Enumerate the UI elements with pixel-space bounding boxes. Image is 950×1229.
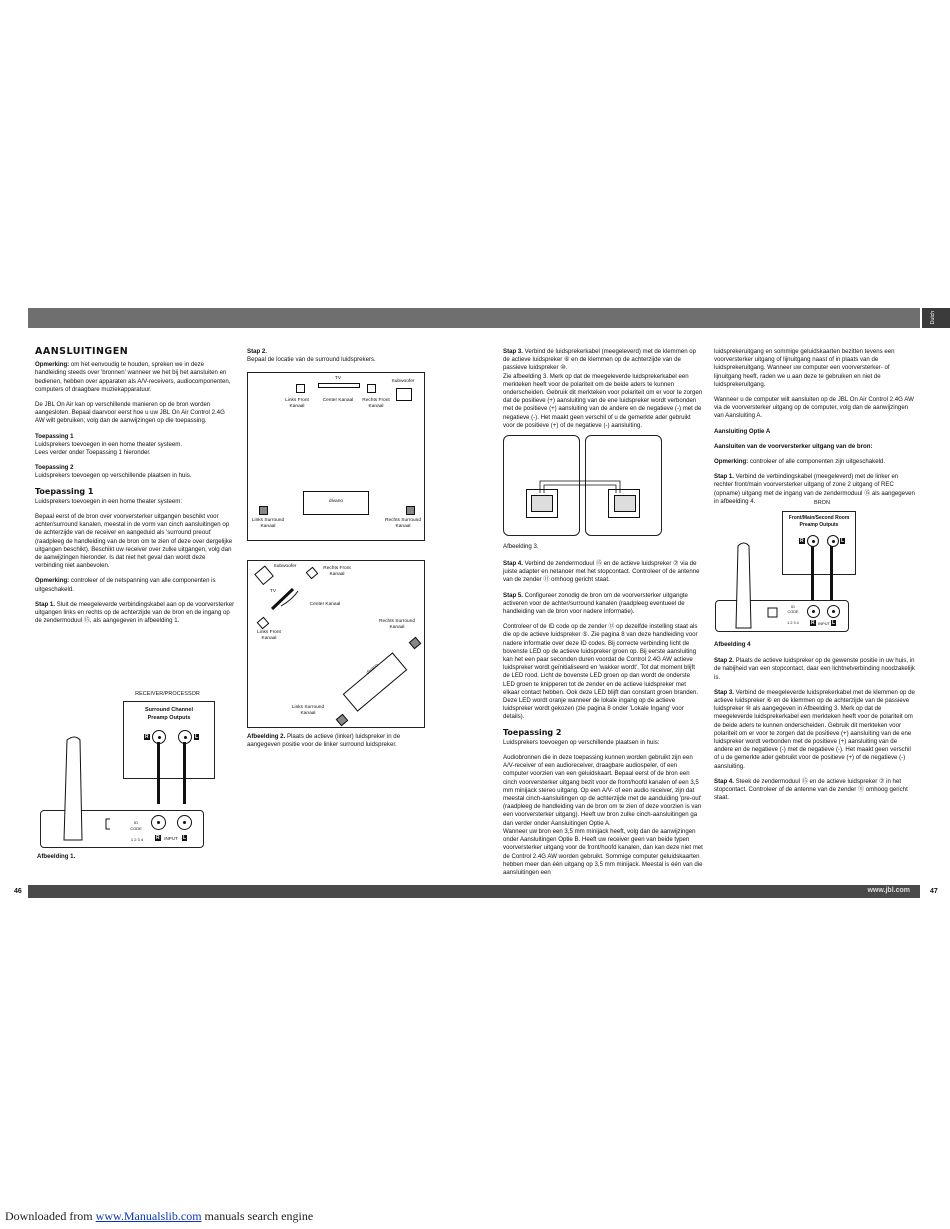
diagA-right-front-speaker (367, 384, 376, 393)
diagB-left-front-shape (257, 617, 268, 628)
fig1-input-label: INPUT (164, 836, 178, 841)
diagB-subwoofer-label: Subwoofer (273, 564, 297, 569)
download-footer (5, 1209, 313, 1224)
language-tab (922, 308, 950, 328)
diagA-left-surround-speaker (259, 506, 268, 515)
step-3-option-a: Stap 3. Verbind de meegeleverde luidsprekerkabel met de klemmen op de actieve luidspreker ⑥ en de klemmen op de achterzijde van de passieve luidspreker ⑩ als aangegeven in Afbeelding 3. Merk op dat de meegeleverde luidsprekerkabel een merkteken heeft voor de polariteit om de beide aders te kunnen onderscheiden. Gebruik dit merkteken voor polariteit om er voor te zorgen dat de positieve (+) aansluiting van de ene luidspreker wordt verbonden met de positieve (+) aansluiting van de andere en de negatieve (-) met de negatieve (-). Het maakt geen verschil of u de gemerkte ader gebruikt voor de positieve (+) of de negatieve (-) aansluiting. (714, 688, 915, 770)
fig3-speaker-wires (530, 475, 630, 505)
diagB-sofa-shape (343, 653, 406, 711)
fig4-caption: Afbeelding 4 (714, 641, 751, 648)
step-4-option-a: Stap 4. Steek de zendermoduul ⑮ en de actieve luidspreker ⑦ in het stopcontact. Controleer of de antenne van de zender ⑪ omhoog gericht staat. (714, 777, 908, 802)
fig4-l-tag: L (841, 538, 845, 544)
section-title: AANSLUITINGEN (35, 346, 129, 357)
fig2-caption: Afbeelding 2. Plaats de actieve (linker) luidspreker in de aangegeven positie voor de linker surround luidspreker. (247, 733, 401, 749)
step-1-paragraph: Stap 1. Sluit de meegeleverde verbindingskabel aan op de voorversterker uitgangen links en rechts op de achterzijde van de bron en de ingang op de zendermoduul ⑮, als aangegeven in afbeelding 1. (35, 600, 235, 625)
application-2-summary: Toepassing 2 Luidsprekers toevoegen op verschillende plaatsen in huis. (35, 464, 192, 480)
application-1-heading: Toepassing 1 (35, 486, 94, 496)
application-1-intro: Luidsprekers toevoegen in een home theater systeem: (35, 497, 183, 505)
application-1-summary: Toepassing 1 Luidsprekers toevoegen in een home theater systeem. Lees verder onder Toepassing 1 hieronder. (35, 432, 183, 457)
fig1-input-jack-l (177, 815, 192, 830)
minijack-paragraph: Wanneer uw bron een 3,5 mm minijack heeft, volg dan de aanwijzingen onder Aansluitingen Optie B. Heeft uw receiver geen van beide typen voorversterker uitgang voor de front/hoofd kanalen, dan kan deze niet met de Control 2.4G AW worden gebruikt. Sommige computer geluidskaarten hebben meer dan één uitgang op 3,5 mm minijack. Meestal is één van die aansluitingen een (503, 827, 703, 876)
diagB-center-label: Center Kanaal (309, 602, 341, 607)
diagA-tv-shape (318, 383, 360, 388)
step-2-paragraph: Stap 2. Bepaal de locatie van de surround luidsprekers. (247, 348, 376, 364)
line-out-paragraph: luidsprekeruitgang en sommige geluidskaarten bezitten tevens een voorversterker uitgang of lijnuitgang naast of in plaats van de luidsprekeruitgang. Wanneer uw computer een voorversterker- of lijnuitgang heeft, raden we u aan deze te gebruiken en niet de luidsprekeruitgang. (714, 348, 895, 388)
fig1-cable-r (157, 742, 160, 804)
fig4-jack-l (827, 535, 839, 547)
fig1-r-tag: R (145, 734, 149, 740)
fig4-r-tag: R (800, 538, 804, 544)
fig1-input-l: L (183, 835, 187, 841)
diagB-right-front-shape (306, 567, 317, 578)
diagB-right-front-label: Rechts Front Kanaal (323, 566, 351, 577)
step-1-option-a: Stap 1. Verbind de verbindingskabel (meegeleverd) met de linker en rechter front/main voorversterker uitgang of zone 2 uitgang of REC (opname) uitgang met de ingang van de zendermoduul ⑮ als aangegeven in afbeelding 4. (714, 473, 915, 505)
download-suffix: manuals search engine (201, 1209, 314, 1223)
intro-paragraph: De JBL On Air kan op verschillende manieren op de bron worden aangesloten. Bepaal daarvoor eerst hoe u uw JBL On Air Control 2.4G AW wilt gebruiken; volg dan de aanwijzingen op die toepassing. (35, 401, 225, 425)
language-tab-label: Dutch (930, 311, 936, 325)
diagB-tv-label: TV (269, 589, 277, 594)
fig4-power-port (768, 608, 777, 617)
header-bar (28, 308, 920, 328)
fig1-antenna (64, 737, 82, 840)
fig1-digits: 1 2 3 4 (130, 837, 144, 842)
column-1 (35, 348, 235, 632)
fig4-panel-title: Front/Main/Second Room Preamp Outputs (788, 515, 850, 528)
computer-paragraph: Wanneer u de computer wilt aansluiten op de JBL On Air Control 2.4G AW via de voorversterker uitgang op de computer, volg dan de aanwijzingen van Aansluiting A. (714, 396, 914, 420)
diagA-center-label: Center Kanaal (322, 398, 354, 403)
footer-url: www.jbl.com (867, 887, 910, 894)
fig4-input-jack-l (827, 605, 840, 618)
column-4-bottom (714, 641, 916, 809)
diagB-right-surround-label: Rechts Surround Kanaal (379, 619, 415, 630)
diagB-right-surround-shape (409, 637, 420, 648)
fig1-cable-l (183, 742, 186, 804)
page-number-right: 47 (930, 888, 938, 895)
note-power-paragraph: Opmerking: controleer of de netspanning van alle componenten is uitgeschakeld. (35, 577, 216, 593)
option-a-heading: Aansluiting Optie A (714, 427, 771, 435)
fig4-cable-r (811, 546, 814, 601)
diagA-left-surround-label: Links Surround Kanaal (251, 518, 285, 529)
diagB-sofa-label: divano (365, 663, 380, 677)
step-5-paragraph: Stap 5. Configureer zonodig de bron om de voorversterker uitgangte activeren voor de achter/surround kanalen (raadpleeg eventueel de handleiding van de bron voor nadere informatie). (503, 591, 688, 616)
step-3-paragraph: Stap 3. Verbind de luidsprekerkabel (meegeleverd) met de klemmen op de actieve luidspreker ⑥ en de klemmen op de achterzijde van de passieve luidspreker ⑩. Zie afbeelding 3. Merk op dat de meegeleverde luidsprekerkabel een merkteken heeft voor de polariteit om de beide aders te kunnen onderscheiden. Gebruik dit merkteken voor polariteit om er voor te zorgen dat de positieve (+) aansluiting van de ene luidspreker wordt verbonden met de positieve (+) aansluiting van de andere en de negatieve (-) met de negatieve (-). Het maakt geen verschil of u de gemerkte ader gebruikt voor de positieve (+) of de negatieve (-) aansluiting. (503, 348, 703, 429)
diagB-left-front-label: Links Front Kanaal (257, 630, 281, 641)
diagA-subwoofer-speaker (396, 388, 412, 401)
fig4-digits: 1 2 3 4 (787, 621, 799, 625)
fig4-id-code: ID CODE (787, 605, 799, 614)
manualslib-link[interactable]: www.Manualslib.com (95, 1209, 202, 1223)
diagB-drawing (248, 561, 424, 727)
footer-bar (28, 885, 920, 898)
fig4-input-r: R (811, 620, 815, 626)
room-diagram-b (247, 560, 425, 728)
fig1-input-r: R (156, 835, 160, 841)
fig1-caption: Afbeelding 1. (37, 853, 76, 860)
id-code-paragraph: Controleer of de ID code op de zender ⑬ op dezelfde instelling staat als die op de actieve luidspreker ⑤. Zie pagina 8 van deze handleiding voor nadere informatie over deze ID codes. Bij correcte verbinding licht de bovenste LED op de actieve luidspreker groen op. Bij eerste aansluiting kan het een paar seconden duren voordat de Control 2.4G AW actieve luidspreker wordt geïnitialiseerd en 'wakker wordt'. Tot dat moment blijft de LED rood. Licht de bovenste LED groen op dan wordt de onderste LED groen te knipperen tot de zender en de actieve luidspreker met elkaar contact hebben. Ook deze LED blijft dan constant groen branden. Deze LED wordt oranje wanneer de lokale ingang op de actieve luidspreker wordt gekozen (zie pagina 8 onder 'Lokale Ingang' voor details). (503, 623, 699, 721)
column-2 (247, 348, 427, 371)
preout-paragraph: Bepaal eerst of de bron over voorversterker uitgangen beschikt voor achter/surround kanalen, meestal in de vorm van cinch aansluitingen op de achterzijde van de receiver en aangeduid als 'surround preout' (raadpleeg de handleiding van de bron om te zien of deze over dergelijke uitgangen beschikt). Beschikt uw receiver over zulke uitgangen, volg dan de aanwijzingen hieronder. Is dat niet het geval dan wordt deze verbinding niet aanbevolen. (35, 513, 233, 570)
fig1-antenna-drawing (30, 730, 110, 850)
download-prefix: Downloaded from (5, 1209, 96, 1223)
diagA-tv-label: TV (334, 376, 342, 381)
fig1-power-port (106, 819, 110, 829)
connect-preout-heading: Aansluiten van de voorversterker uitgang van de bron: (714, 442, 873, 450)
fig1-receiver-label: RECEIVER/PROCESSOR (135, 691, 200, 697)
step-2-option-a: Stap 2. Plaats de actieve luidspreker op de gewenste positie in uw huis, in de nabijheid van een stopcontact, daar een lichtnetverbinding noodzakelijk is. (714, 657, 915, 681)
diagA-sofa-label: divano (328, 499, 344, 504)
column-4-top (714, 348, 916, 513)
diagA-right-surround-speaker (406, 506, 415, 515)
diagB-left-surround-shape (336, 714, 347, 725)
application-2-intro: Luidsprekers toevoegen op verschillende plaatsen in huis: (503, 738, 660, 746)
diagA-right-front-label: Rechts Front Kanaal (362, 398, 390, 409)
diagA-sofa (303, 491, 369, 515)
fig3-caption: Afbeelding 3. (503, 543, 539, 550)
room-diagram-a (247, 372, 425, 541)
step-4-paragraph: Stap 4. Verbind de zendermoduul ⑮ en de actieve luidspreker ⑦ via de juiste adapter en netanoer met het stopcontact. Controleer of de antenne van de zender ⑪ omhoog gericht staat. (503, 560, 700, 584)
fig4-input-label: INPUT (818, 621, 830, 626)
fig1-input-jack-r (151, 815, 166, 830)
diagA-left-front-speaker (296, 384, 305, 393)
fig1-receiver-panel (123, 701, 215, 779)
fig4-antenna (736, 543, 751, 628)
diagB-left-surround-label: Links Surround Kanaal (291, 705, 325, 716)
fig4-cable-l (830, 546, 833, 601)
diagA-left-front-label: Links Front Kanaal (285, 398, 309, 409)
note-paragraph: Opmerking: om het eenvoudig te houden, spreken we in deze handleiding steeds over 'bronnen' wanneer we het bij het aansluiten en bedienen, hebben over apparaten als A/V-receivers, audiocomponenten, computers of draagbare muziekapparatuur. (35, 361, 231, 393)
audio-sources-paragraph: Audiobronnen die in deze toepassing kunnen worden gebruikt zijn een A/V-receiver of een audioreceiver, draagbare audiospeler, of een computer voorzien van een geluidskaart. Bepaal eerst of de bron een cinch voorversterker uitgang bezit voor de front/hoofd kanalen of een 3,5 mm minijack stereo uitgang. Op een A/V- of een audio receiver, zijn dat meestal cinch-aansluitingen op de achterzijde met de aanduiding 'pre-out' (raadpleeg de handleiding van de bron om te zien of deze voorzien is van een voorversterker uitgang). Heeft uw bron zulke cinch-aansluitingen ga dan verder onder Aansluitingen Optie A. (503, 754, 702, 827)
column-3-bottom (503, 560, 703, 884)
fig1-l-tag: L (195, 734, 199, 740)
fig4-input-jack-r (807, 605, 820, 618)
page-number-left: 46 (14, 888, 22, 895)
note-paragraph-2: Opmerking: controleer of alle componenten zijn uitgeschakeld. (714, 458, 886, 466)
fig4-input-l: L (832, 620, 836, 626)
application-2-heading: Toepassing 2 (503, 727, 562, 737)
diagA-right-surround-label: Rechts Surround Kanaal (385, 518, 421, 529)
fig4-source-label: BRON (814, 500, 830, 506)
fig1-panel-title: Surround Channel Preamp Outputs (145, 707, 193, 721)
diagA-subwoofer-label: Subwoofer (391, 379, 415, 384)
fig1-id-code: ID CODE (130, 820, 142, 831)
fig4-antenna-drawing (725, 538, 795, 633)
column-3-top (503, 348, 703, 437)
